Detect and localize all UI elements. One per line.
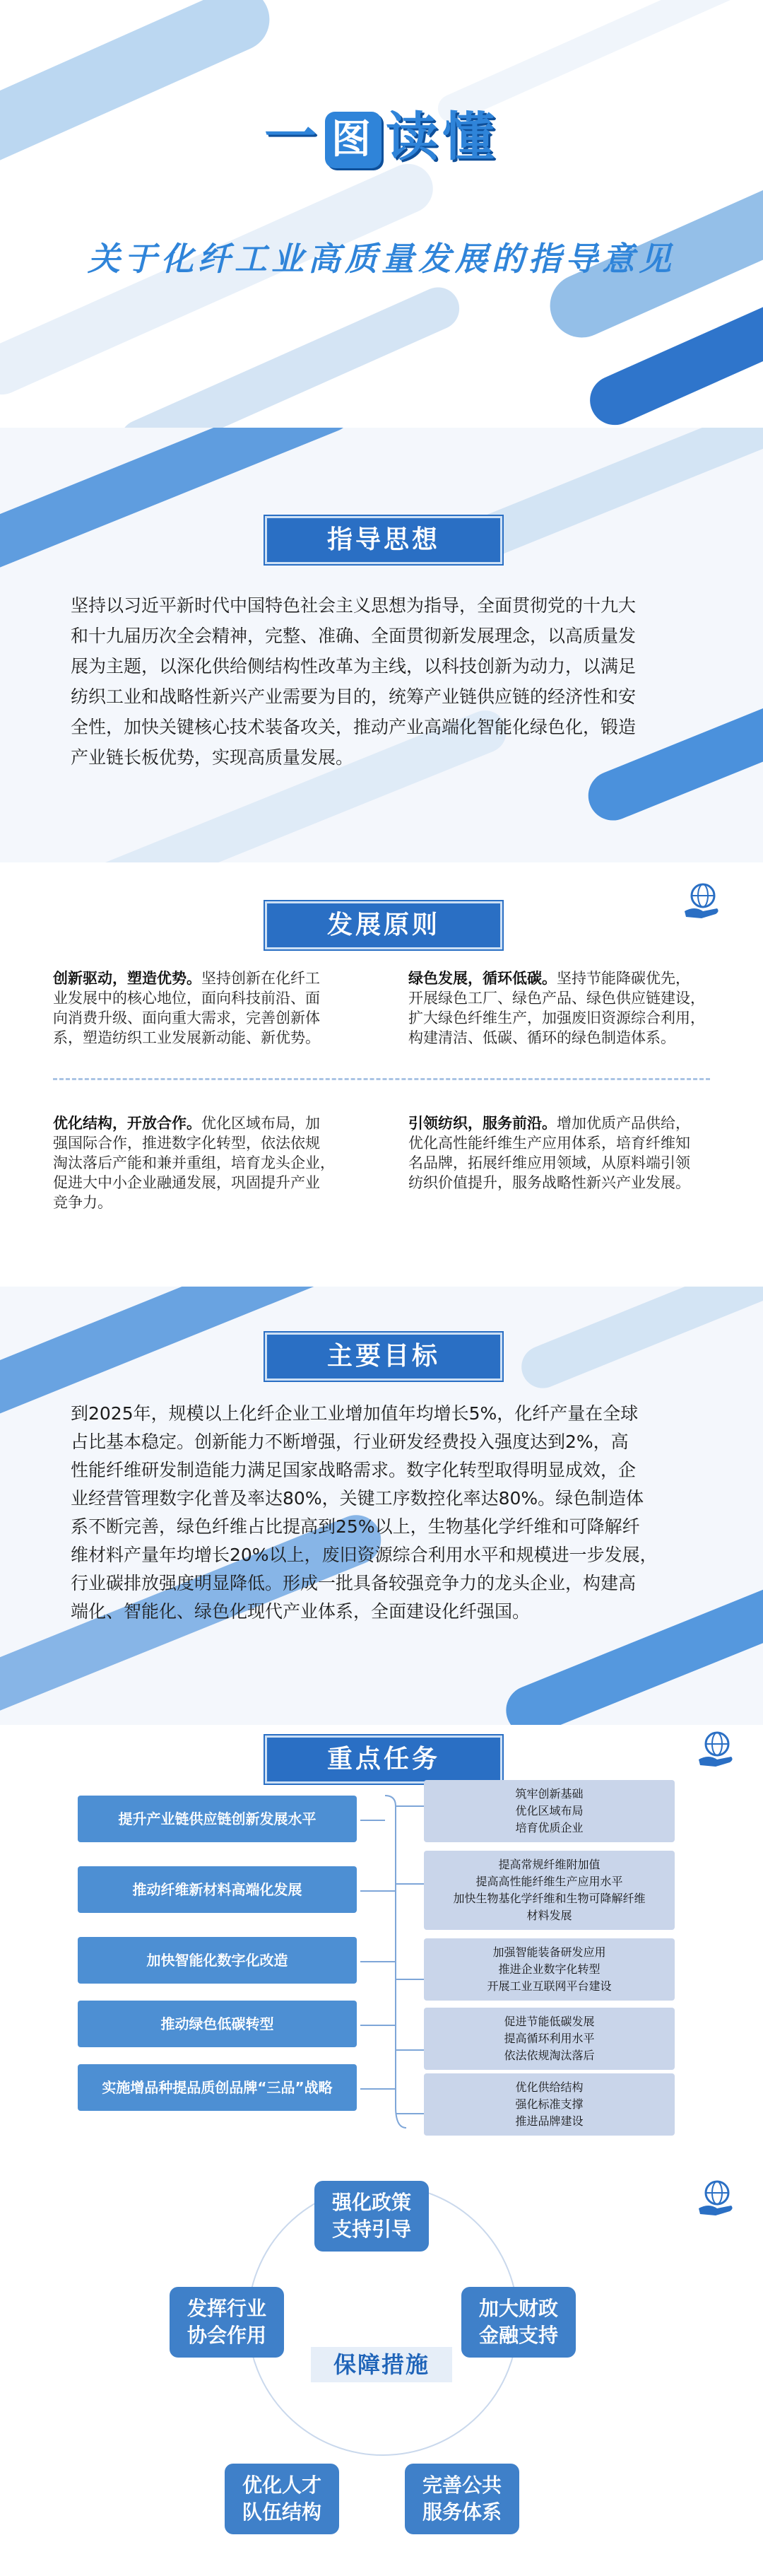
goals-line: 到2025年，规模以上化纤企业工业增加值年均增长5%，化纤产量在全球 [71, 1403, 639, 1424]
principle-text: 构建清洁、低碳、循环的绿色制造体系。 [408, 1029, 675, 1046]
principle-item [408, 1113, 719, 1193]
task-item: 推动绿色低碳转型 [78, 2001, 357, 2047]
task-detail-line: 强化标准支撑 [515, 2097, 584, 2111]
principle-title: 绿色发展，循环低碳。 [408, 970, 557, 987]
guarantee-item-line: 优化人才 [242, 2473, 321, 2497]
principles-heading: 发展原则 [265, 901, 502, 949]
task-detail-line: 提高常规纤维附加值 [498, 1858, 601, 1871]
principle-text: 向消费升级、面向重大需求，完善创新体 [53, 1009, 320, 1026]
guarantee-item [170, 2287, 284, 2358]
globe-hand-icon [696, 2177, 735, 2217]
principle-item [53, 968, 357, 1048]
guarantee-item-line: 服务体系 [422, 2500, 502, 2524]
principle-text: 扩大绿色纤维生产，加强废旧资源综合利用， [408, 1009, 705, 1026]
title-suffix: 读懂 [386, 107, 499, 168]
task-item: 提升产业链供应链创新发展水平 [78, 1796, 357, 1842]
guarantee-item [314, 2181, 429, 2252]
task-detail-box [424, 2008, 675, 2070]
guarantee-item-line: 强化政策 [331, 2191, 411, 2214]
guarantee-item-line: 发挥行业 [187, 2297, 266, 2320]
tasks-bracket-connector [357, 1788, 427, 2142]
guiding-line: 产业链长板优势，实现高质量发展。 [71, 747, 354, 768]
goals-heading: 主要目标 [265, 1333, 502, 1381]
principle-text: 坚持节能降碳优先， [557, 970, 690, 987]
page-title [0, 95, 763, 170]
principle-text: 纺织价值提升，服务战略性新兴产业发展。 [408, 1174, 690, 1191]
principle-title: 创新驱动，塑造优势。 [53, 970, 201, 987]
principle-text: 名品牌，拓展纤维应用领域，从原料端引领 [408, 1154, 690, 1171]
guarantee-item-line: 队伍结构 [242, 2500, 321, 2524]
principle-text: 淘汰落后产能和兼并重组，培育龙头企业， [53, 1154, 335, 1171]
principle-text: 业发展中的核心地位，面向科技前沿、面 [53, 990, 320, 1007]
task-detail-line: 培育优质企业 [515, 1821, 584, 1834]
principle-text: 系，塑造纺织工业发展新动能、新优势。 [53, 1029, 320, 1046]
guiding-body [71, 590, 692, 773]
principle-text: 坚持创新在化纤工 [201, 970, 320, 987]
guarantee-item-line: 支持引导 [331, 2218, 411, 2241]
task-detail-line: 优化供给结构 [515, 2080, 584, 2094]
task-detail-line: 材料发展 [526, 1909, 572, 1922]
goals-line: 占比基本稳定。创新能力不断增强，行业研发经费投入强度达到2%，高 [71, 1432, 629, 1452]
principle-text: 开展绿色工厂、绿色产品、绿色供应链建设， [408, 990, 705, 1007]
guarantee-item-line: 金融支持 [478, 2324, 558, 2347]
guiding-line: 纺织工业和战略性新兴产业需要为目的，统筹产业链供应链的经济性和安 [71, 686, 637, 707]
task-detail-line: 筑牢创新基础 [515, 1787, 584, 1801]
task-detail-line: 推进企业数字化转型 [498, 1962, 601, 1976]
guarantee-item [461, 2287, 576, 2358]
principle-text: 增加优质产品供给， [557, 1115, 690, 1132]
task-detail-line: 提高高性能纤维生产应用水平 [475, 1875, 623, 1888]
guiding-line: 坚持以习近平新时代中国特色社会主义思想为指导，全面贯彻党的十九大 [71, 595, 637, 616]
goals-line: 性能纤维研发制造能力满足国家战略需求。数字化转型取得明显成效，企 [71, 1460, 637, 1480]
principle-text: 优化高性能纤维生产应用体系，培育纤维知 [408, 1135, 690, 1152]
task-detail-line: 加快生物基化学纤维和生物可降解纤维 [453, 1892, 646, 1905]
tasks-heading: 重点任务 [265, 1735, 502, 1784]
task-detail-box [424, 1780, 675, 1842]
goals-line: 端化、智能化、绿色化现代产业体系，全面建设化纤强国。 [71, 1601, 531, 1622]
page-subtitle: 关于化纤工业高质量发展的指导意见 [88, 240, 675, 278]
task-item: 推动纤维新材料高端化发展 [78, 1866, 357, 1913]
principle-text: 强国际合作，推进数字化转型，依法依规 [53, 1135, 320, 1152]
goals-line: 行业碳排放强度明显降低。形成一批具备较强竞争力的龙头企业，构建高 [71, 1573, 637, 1593]
task-detail-line: 优化区域布局 [515, 1804, 584, 1817]
task-detail-box [424, 1851, 675, 1930]
goals-body [71, 1400, 692, 1626]
goals-line: 系不断完善，绿色纤维占比提高到25%以上，生物基化学纤维和可降解纤 [71, 1516, 640, 1537]
principles-divider [53, 1078, 710, 1080]
guarantee-item [225, 2464, 339, 2534]
guiding-line: 和十九届历次全会精神，完整、准确、全面贯彻新发展理念，以高质量发 [71, 626, 637, 646]
task-detail-box [424, 1938, 675, 2001]
principle-title: 优化结构，开放合作。 [53, 1115, 201, 1132]
globe-hand-icon [696, 1728, 735, 1768]
task-detail-line: 开展工业互联网平台建设 [487, 1979, 612, 1993]
task-item: 加快智能化数字化改造 [78, 1937, 357, 1984]
guarantee-item [405, 2464, 519, 2534]
guarantee-item-line: 加大财政 [478, 2297, 558, 2320]
guarantee-item-line: 完善公共 [422, 2473, 502, 2497]
guiding-heading: 指导思想 [265, 516, 502, 564]
principle-item [53, 1113, 357, 1212]
task-item: 实施增品种提品质创品牌“三品”战略 [78, 2064, 357, 2111]
title-prefix: 一 [264, 107, 321, 168]
task-detail-line: 依法依规淘汰落后 [504, 2049, 595, 2062]
principle-title: 引领纺织，服务前沿。 [408, 1115, 557, 1132]
principle-text: 竞争力。 [53, 1194, 112, 1211]
task-detail-box [424, 2073, 675, 2136]
guarantee-center-label: 保障措施 [311, 2347, 452, 2382]
guiding-line: 展为主题，以深化供给侧结构性改革为主线，以科技创新为动力，以满足 [71, 656, 637, 677]
principle-item [408, 968, 719, 1048]
globe-hand-icon [682, 880, 721, 920]
guarantee-item-line: 协会作用 [187, 2324, 266, 2347]
task-detail-line: 提高循环利用水平 [504, 2032, 595, 2045]
task-detail-line: 加强智能装备研发应用 [492, 1945, 606, 1959]
principle-text: 促进大中小企业融通发展，巩固提升产业 [53, 1174, 320, 1191]
task-detail-line: 促进节能低碳发展 [504, 2015, 595, 2028]
principle-text: 优化区域布局，加 [201, 1115, 320, 1132]
guiding-line: 全性，加快关键核心技术装备攻关，推动产业高端化智能化绿色化，锻造 [71, 717, 637, 737]
goals-line: 业经营管理数字化普及率达80%，关键工序数控化率达80%。绿色制造体 [71, 1488, 644, 1509]
task-detail-line: 推进品牌建设 [515, 2114, 584, 2128]
title-tu-badge: 图 [325, 112, 382, 168]
goals-line: 维材料产量年均增长20%以上，废旧资源综合利用水平和规模进一步发展， [71, 1545, 658, 1565]
